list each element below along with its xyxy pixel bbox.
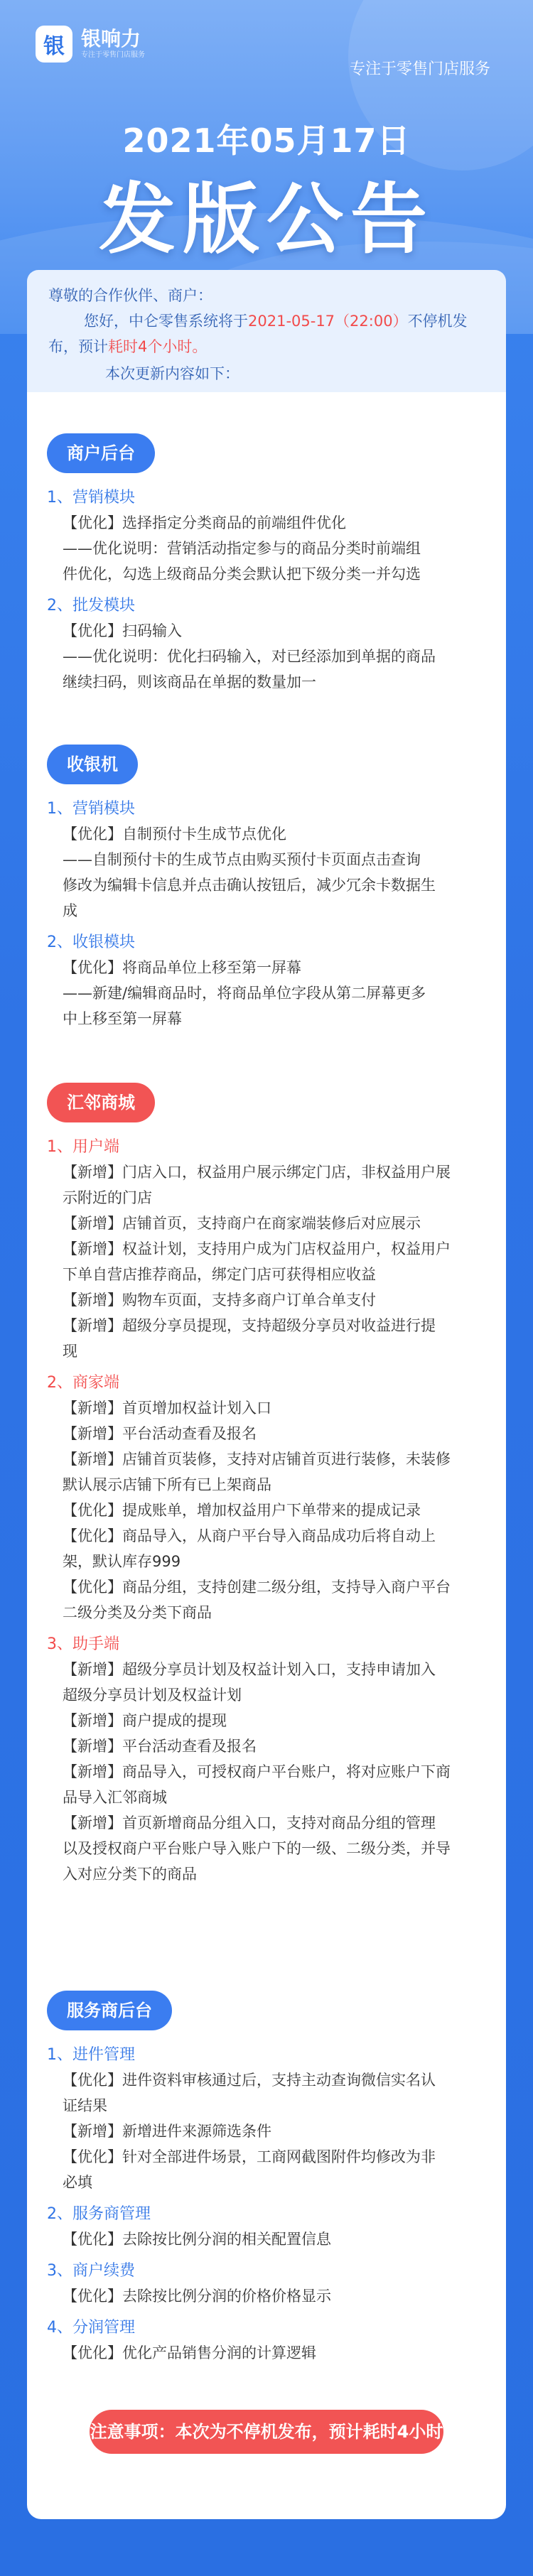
brand-tagline: 专注于零售门店服务 bbox=[81, 51, 145, 59]
change-item: 【优化】扫码输入 bbox=[63, 622, 182, 639]
module-title: 2、收银模块 bbox=[47, 933, 135, 951]
change-desc: ——自制预付卡的生成节点由购买预付卡页面点击查询 bbox=[63, 851, 421, 868]
brand-logo bbox=[36, 26, 145, 63]
change-item: 现 bbox=[63, 1343, 77, 1360]
change-item: 【优化】提成账单，增加权益用户下单带来的提成记录 bbox=[63, 1502, 421, 1519]
intro-line: 本次更新内容如下： bbox=[105, 365, 239, 382]
change-item: 【优化】将商品单位上移至第一屏幕 bbox=[63, 959, 301, 976]
change-item: 品导入汇邻商城 bbox=[63, 1789, 167, 1806]
change-item: 【新增】商户提成的提现 bbox=[63, 1712, 227, 1729]
change-item: 二级分类及分类下商品 bbox=[63, 1604, 212, 1621]
change-desc: ——新建/编辑商品时，将商品单位字段从第二屏幕更多 bbox=[63, 985, 426, 1002]
change-item: 【优化】针对全部进件场景，工商网截图附件均修改为非 bbox=[63, 2148, 436, 2165]
release-time: 2021-05-17（22:00） bbox=[248, 313, 408, 330]
section-merchant bbox=[47, 433, 488, 695]
change-item: 【优化】去除按比例分润的相关配置信息 bbox=[63, 2231, 331, 2248]
intro-line: 您好，中仑零售系统将于2021-05-17（22:00）不停机发 bbox=[84, 313, 468, 330]
module-title: 3、商户续费 bbox=[47, 2262, 135, 2280]
change-desc: ——优化说明：营销活动指定参与的商品分类时前端组 bbox=[63, 540, 421, 557]
change-desc: 继续扫码，则该商品在单据的数量加一 bbox=[63, 673, 316, 691]
logo-icon: 银 bbox=[36, 26, 72, 63]
duration-text: 耗时4个小时。 bbox=[108, 338, 208, 355]
notice-banner: 注意事项：本次为不停机发布，预计耗时4小时 bbox=[90, 2410, 443, 2454]
section-cashier bbox=[47, 745, 488, 1032]
change-item: 必填 bbox=[63, 2174, 92, 2191]
intro-block bbox=[27, 270, 506, 392]
module-title: 2、商家端 bbox=[47, 1374, 119, 1392]
module-title: 1、用户端 bbox=[47, 1138, 119, 1156]
change-item: 【新增】超级分享员提现，支持超级分享员对收益进行提 bbox=[63, 1317, 436, 1334]
section-title-merchant: 商户后台 bbox=[47, 433, 155, 473]
change-desc: 修改为编辑卡信息并点击确认按钮后，减少冗余卡数据生 bbox=[63, 877, 436, 894]
change-item: 示附近的门店 bbox=[63, 1189, 152, 1206]
section-title-mall: 汇邻商城 bbox=[47, 1083, 155, 1122]
change-item: 【优化】进件资料审核通过后，支持主动查询微信实名认 bbox=[63, 2072, 436, 2089]
change-item: 证结果 bbox=[63, 2097, 107, 2114]
change-item: 【新增】购物车页面，支持多商户订单合单支付 bbox=[63, 1292, 376, 1309]
change-item: 【优化】去除按比例分润的价格价格显示 bbox=[63, 2288, 331, 2305]
change-item: 【新增】店铺首页，支持商户在商家端装修后对应展示 bbox=[63, 1215, 421, 1232]
change-item: 【新增】商品导入，可授权商户平台账户，将对应账户下商 bbox=[63, 1763, 451, 1780]
page-title: 发版公告 bbox=[98, 175, 434, 264]
change-item: 【优化】优化产品销售分润的计算逻辑 bbox=[63, 2344, 316, 2361]
intro-line: 布，预计耗时4个小时。 bbox=[48, 338, 208, 355]
change-item: 【优化】商品导入，从商户平台导入商品成功后将自动上 bbox=[63, 1527, 436, 1544]
change-desc: 件优化，勾选上级商品分类会默认把下级分类一并勾选 bbox=[63, 565, 421, 583]
change-item: 【优化】商品分组，支持创建二级分组，支持导入商户平台 bbox=[63, 1579, 451, 1596]
module-title: 1、营销模块 bbox=[47, 489, 135, 507]
change-item: 默认展示店铺下所有已上架商品 bbox=[63, 1476, 271, 1493]
section-title-service: 服务商后台 bbox=[47, 1991, 172, 2030]
module-title: 1、进件管理 bbox=[47, 2046, 135, 2064]
module-title: 2、服务商管理 bbox=[47, 2205, 151, 2223]
change-item: 入对应分类下的商品 bbox=[63, 1866, 197, 1883]
change-item: 架，默认库存999 bbox=[63, 1553, 181, 1570]
change-item: 【新增】超级分享员计划及权益计划入口，支持申请加入 bbox=[63, 1661, 436, 1678]
change-item: 【优化】选择指定分类商品的前端组件优化 bbox=[63, 514, 346, 531]
module-title: 4、分润管理 bbox=[47, 2319, 135, 2337]
change-desc: 中上移至第一屏幕 bbox=[63, 1010, 182, 1027]
change-item: 【新增】权益计划，支持用户成为门店权益用户，权益用户 bbox=[63, 1240, 451, 1257]
change-item: 【新增】首页新增商品分组入口，支持对商品分组的管理 bbox=[63, 1814, 436, 1831]
brand-name: 银响力 bbox=[81, 27, 141, 50]
change-item: 【新增】新增进件来源筛选条件 bbox=[63, 2123, 271, 2140]
change-item: 下单自营店推荐商品，绑定门店可获得相应收益 bbox=[63, 1266, 376, 1283]
change-item: 【新增】门店入口，权益用户展示绑定门店，非权益用户展 bbox=[63, 1164, 451, 1181]
change-item: 【新增】平台活动查看及报名 bbox=[63, 1425, 257, 1442]
change-desc: 成 bbox=[63, 902, 77, 919]
change-item: 【优化】自制预付卡生成节点优化 bbox=[63, 826, 286, 843]
change-item: 【新增】店铺首页装修，支持对店铺首页进行装修，未装修 bbox=[63, 1451, 451, 1468]
section-mall bbox=[47, 1083, 488, 1887]
change-item: 【新增】首页增加权益计划入口 bbox=[63, 1400, 271, 1417]
change-item: 超级分享员计划及权益计划 bbox=[63, 1687, 242, 1704]
module-title: 3、助手端 bbox=[47, 1635, 119, 1653]
header-slogan: 专注于零售门店服务 bbox=[349, 60, 490, 78]
release-date: 2021年05月17日 bbox=[122, 121, 411, 160]
change-desc: ——优化说明：优化扫码输入，对已经添加到单据的商品 bbox=[63, 648, 436, 665]
section-service bbox=[47, 1991, 488, 2366]
module-title: 2、批发模块 bbox=[47, 597, 135, 615]
greeting: 尊敬的合作伙伴、商户： bbox=[48, 287, 212, 304]
module-title: 1、营销模块 bbox=[47, 800, 135, 818]
change-item: 以及授权商户平台账户导入账户下的一级、二级分类，并导 bbox=[63, 1840, 451, 1857]
change-item: 【新增】平台活动查看及报名 bbox=[63, 1738, 257, 1755]
section-title-cashier: 收银机 bbox=[47, 745, 138, 784]
